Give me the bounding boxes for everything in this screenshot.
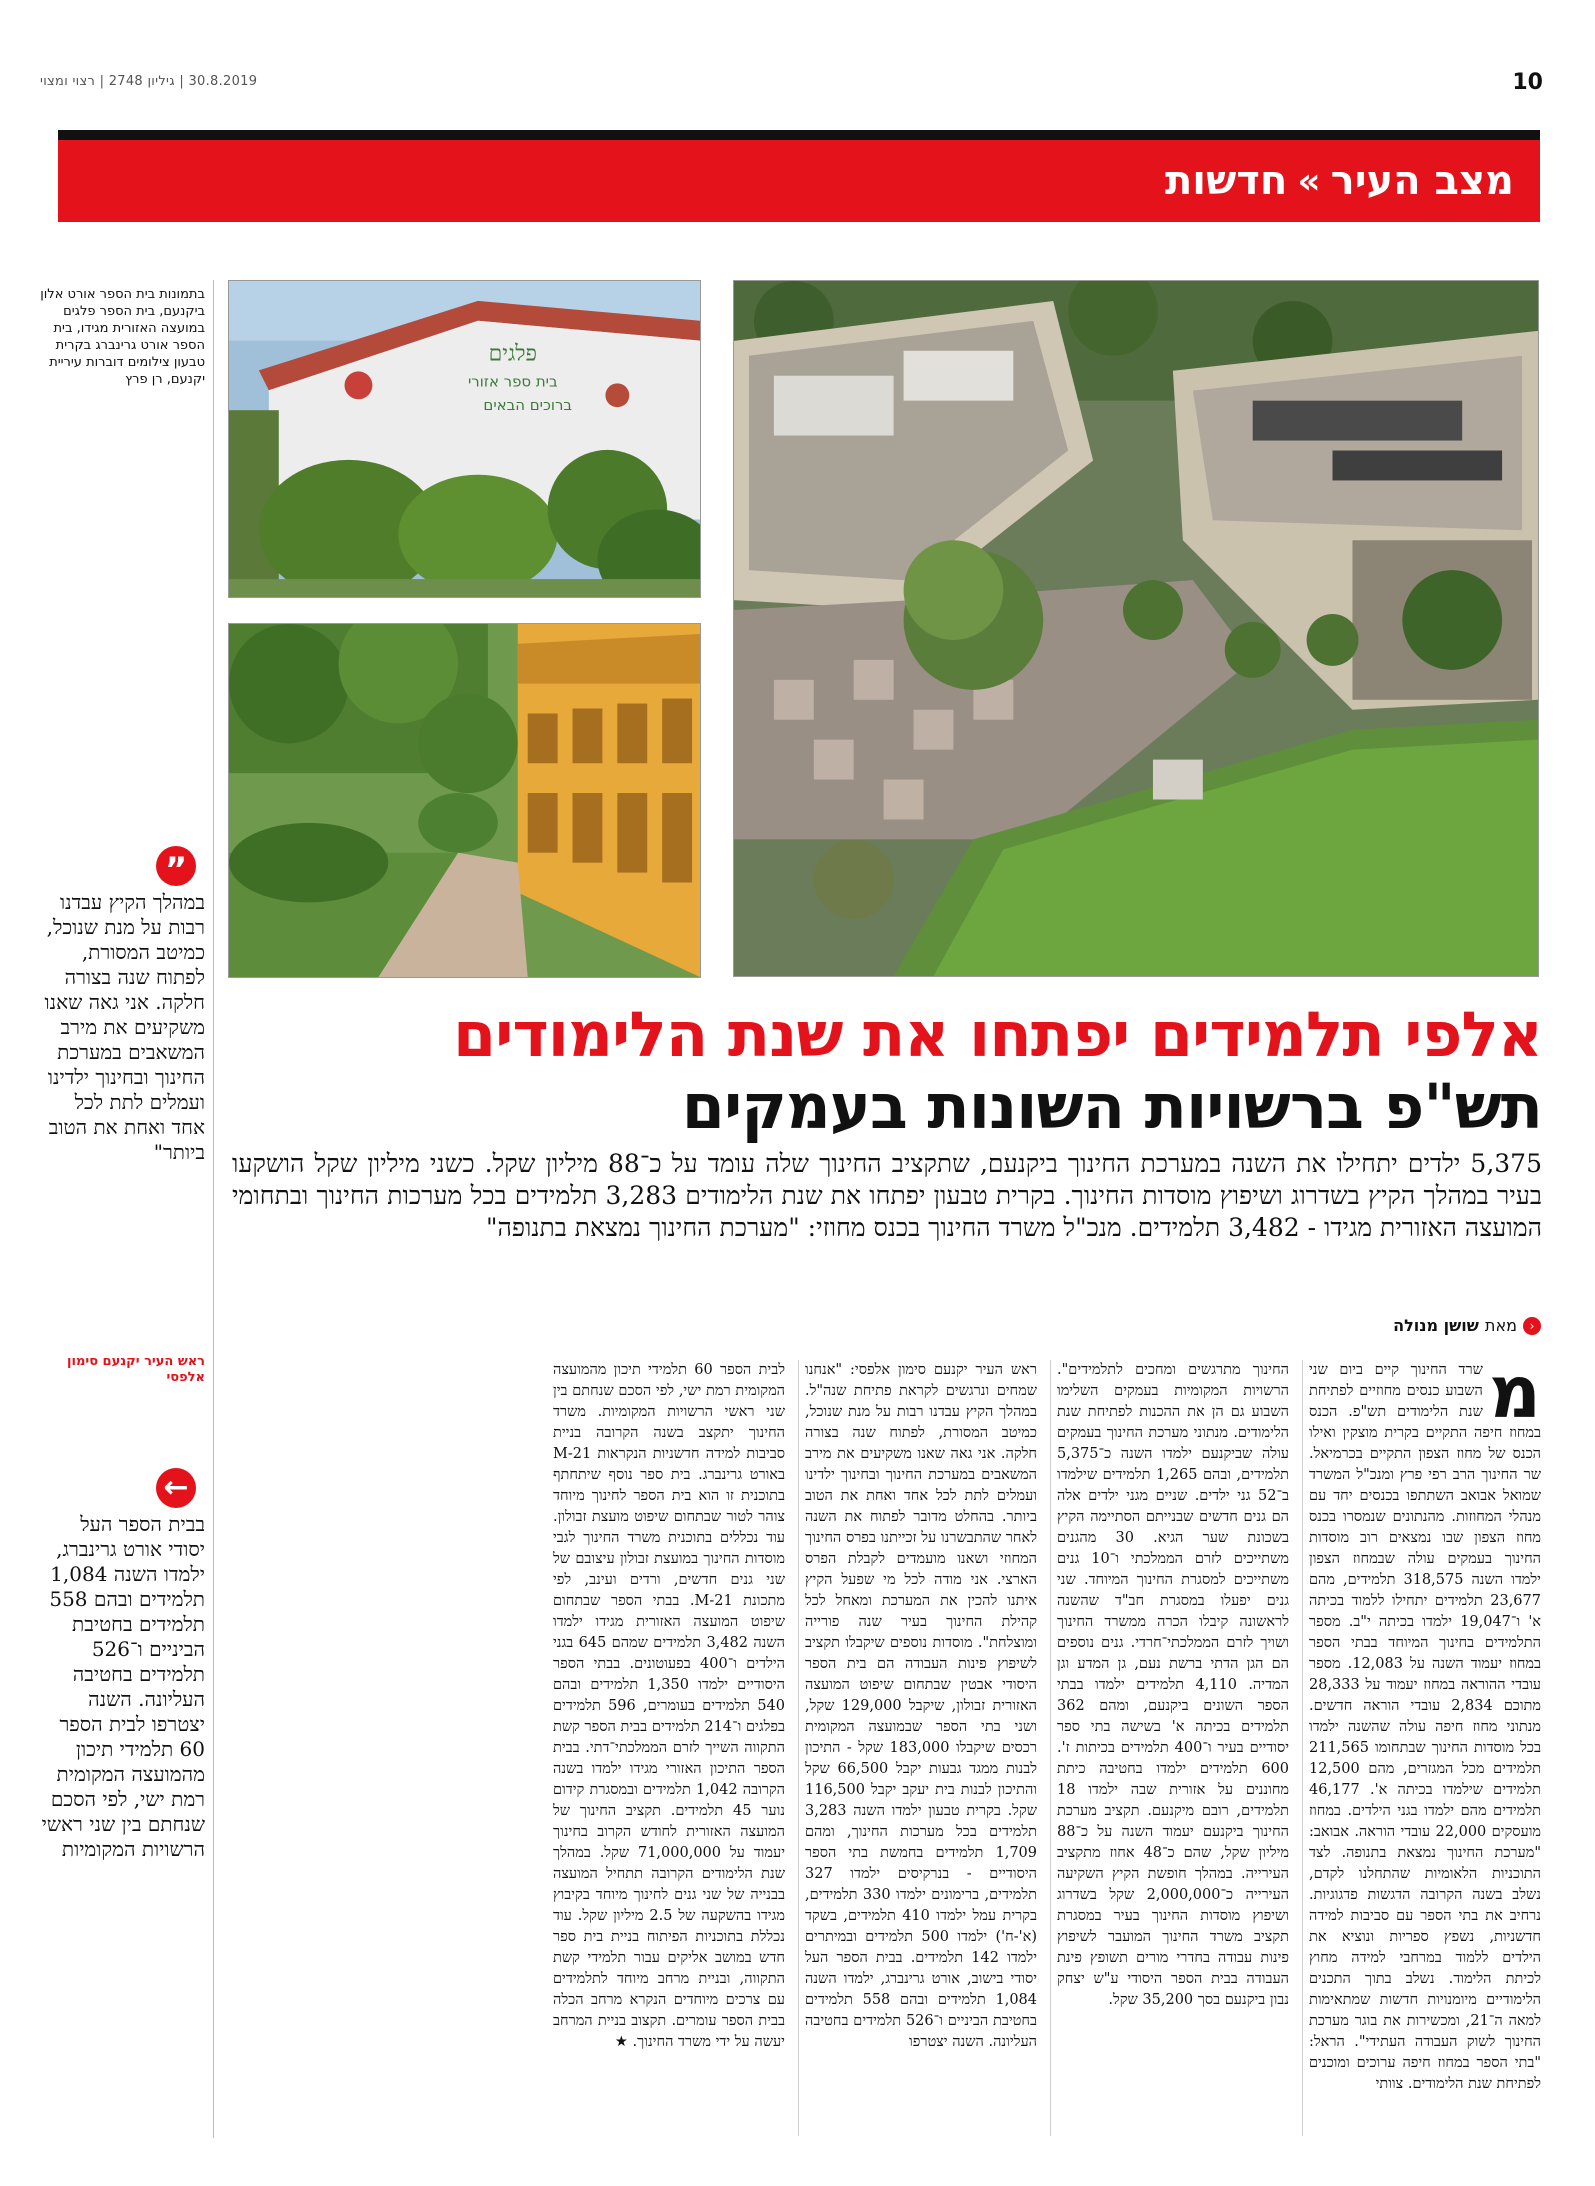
yellow-building-photo [228, 623, 701, 978]
body-column-1 [1309, 1350, 1542, 2095]
headline-black: תש"פ ברשויות השונות בעמקים [681, 1070, 1542, 1143]
body-column-4 [553, 1360, 785, 2053]
byline-arrow-icon: ‹ [1523, 1317, 1541, 1335]
column-divider [798, 1360, 799, 2136]
column-divider [1302, 1360, 1303, 2136]
sign-line1: פלגים [488, 341, 537, 367]
pull-quote-attribution: ראש העיר יקנעם סימון אלפסי [67, 1354, 205, 1385]
body-column-3 [805, 1360, 1037, 2053]
body-column-2-text: החינוך מתרגשים ומחכים לתלמידים". הרשויות המקומיות בעמקים השלימו השבוע גם הן את ההכנות לפתיחת שנת הלימודים. מנתוני מערכת החינוך בעמקים עולה שביקנעם ילמדו השנה כ־5,375 תלמידים, ובהם 1,265 תלמידים שילמדו ב־52 גני ילדים. שניים מגני ילדים אלה הם גנים חדשים שבנייתם הסתיימה הקיץ בשכונת שער הגיא. 30 מהגנים משתייכים לזרם הממלכתי ו־10 גנים משתייכים למסגרת החינוך המיוחד. שני גנים יפעלו במסגרת חב"ד שהשנה לראשונה קיבלו הכרה ממשרד החינוך ושויך לזרם הממלכתי־חרדי. גנים נוספים הם הגן הדתי ברשת נעם, גן המדע וגן המדיה. 4,110 תלמידים ילמדו בבתי הספר השונים ביקנעם, ומהם 362 תלמידים בכיתה א' בשישה בתי ספר יסודיים בעיר ו־400 תלמידים בכיתות ז'. 600 תלמידים ילמדו בחטיבה כיתת מחוננים על אזורית שבה ילמדו 18 תלמידים, רובם מיקנעם. תקציב מערכת החינוך ביקנעם יעמוד השנה על כ־88 מיליון שקל, שהם כ־48 אחוז מתקציב העירייה. במהלך חופשת הקיץ השקיעה העירייה כ־2,000,000 שקל בשדרוג ושיפוץ מוסדות החינוך בעיר במסגרת תקציב משרד החינוך המועבר לשיפוץ פינות עבודה בחדרי מורים תשופץ פינת העבודה בבית הספר היסודי ע"ש יצחק נבון ביקנעם בסך 35,200 שקל. [1057, 1362, 1290, 2008]
arrow-left-icon: ← [156, 1468, 196, 1508]
page-number: 10 [1512, 70, 1543, 95]
sidebar-fact: בבית הספר העל יסודי אורט גרינברג, ילמדו השנה 1,084 תלמידים ובהם 558 תלמידים בחטיבת הביניים ו־526 תלמידים בחטיבה העליונה. השנה יצטרפו לבית הספר 60 תלמידי תיכון מהמועצה המקומית רמת ישי, לפי הסכם שנחתם בין שני ראשי הרשויות המקומיות [41, 1512, 205, 1861]
issue-meta: 30.8.2019 | גיליון 2748 | רצוי ומצוי [40, 74, 258, 89]
section-label-news: חדשות [1164, 158, 1288, 204]
sign-line2: בית ספר אזורי [467, 372, 558, 391]
section-banner [58, 140, 1540, 222]
body-column-2 [1057, 1360, 1289, 2011]
sidebar-divider [213, 280, 214, 2138]
body-column-1-text: שרד החינוך קיים ביום שני השבוע כנסים מחוזיים לפתיחת שנת הלימודים תש"פ. הכנס במחוז חיפה התקיים בקרית מוצקין ואילו הכנס של מחוז הצפון התקיים בכרמיאל. שר החינוך הרב רפי פרץ ומנכ"ל המשרד שמואל אבואב השתתפו בכנסים יחד עם מנהלי המחוזות. מהנתונים שנמסרו בכנס מחוז הצפון שבו נמצאים רוב מוסדות החינוך בעמקים עולה שבמחוז הצפון ילמדו השנה 318,575 תלמידים, מהם 23,677 תלמידים יתחילו ללמוד בכיתה א' ו־19,047 ילמדו בכיתה י"ב. מספר התלמידים בחינוך המיוחד בבתי הספר במחוז יעמוד השנה על 12,083. מספר עובדי ההוראה במחוז יעמוד על 28,333 מתוכם 2,834 עובדי הוראה חדשים. מנתוני מחוז חיפה עולה שהשנה ילמדו בכל מוסדות החינוך שבתחומו 211,565 תלמידים מכל המגזרים, מהם 12,500 תלמידים שילמדו בכיתה א'. 46,177 תלמידים מהם ילמדו בגני הילדים. במחוז מועסקים 22,000 עובדי הוראה. אבואב: "מערכת החינוך נמצאת בתנופה. לצד התוכניות הלאומיות שהתחלנו לקדם, נשלב בשנה הקרובה הדגשות פדגוגיות. נרחיב את בתי הספר עם סביבות למידה חדשניות, נשפץ ספריות ונוציא את הילדים ללמוד במרחבי למידה מחוץ לכיתת הלימוד. נשלב בתוך התכנים הלימודיים מיומנויות חדשות שמתאימות למאה ה־21, ומכשירות את בוגר מערכת החינוך לשוק העבודה העתידי". הראל: "בתי הספר במחוז חיפה ערוכים ומוכנים לפתיחת שנת הלימודים. צוותי [1309, 1362, 1542, 2092]
body-column-3-text: ראש העיר יקנעם סימון אלפסי: "אנחנו שמחים ונרגשים לקראת פתיחת שנה"ל. במהלך הקיץ עבדנו רבות על מנת שנוכל, כמיטב המסורת, לפתוח שנה בצורה חלקה. אני גאה שאנו משקיעים את מירב המשאבים במערכת החינוך ובחינוך ילדינו ועמלים לתת לכל אחד ואחת את הטוב ביותר. בהחלט מדובר לפתוח את השנה לאחר שהתבשרנו על זכייתנו בפרס החינוך המחוזי ושאנו מועמדים לקבלת הפרס הארצי. אני מודה לכל מי שפעל הקיץ איתנו להכין את המערכת ומאחל לכל קהילת החינוך בעיר שנה פורייה ומוצלחת". מוסדות נוספים שיקבלו תקציב לשיפוץ פינות העבודה הם בית הספר היסודי אבטין שבתחום שיפוט המועצה האזורית זבולון, שיקבל 129,000 שקל, ושני בתי הספר שבמועצה המקומית רכסים שיקבלו 183,000 שקל - התיכון לבנות ממגד גבעות יקבל 66,500 שקל והתיכון לבנות בית יעקב יקבל 116,500 שקל. בקרית טבעון ילמדו השנה 3,283 תלמידים בכל מערכות החינוך, ומהם 1,709 תלמידים בחמשת בתי הספר היסודיים - בנרקיסים ילמדו 327 תלמידים, ברימונים ילמדו 330 תלמידים, בקרית עמל ילמדו 410 תלמידים, בשקד (א'-ח') ילמדו 500 תלמידים ובמיתרים ילמדו 142 תלמידים. בבית הספר העל יסודי בישוב, אורט גרינברג, ילמדו השנה 1,084 תלמידים ובהם 558 תלמידים בחטיבת הביניים ו־526 תלמידים בחטיבה העליונה. השנה יצטרפו [805, 1362, 1038, 2050]
byline [1393, 1316, 1541, 1335]
quote-icon: ” [156, 846, 196, 886]
aerial-school-photo [733, 280, 1539, 977]
lede-paragraph: 5,375 ילדים יתחילו את השנה במערכת החינוך ביקנעם, שתקציב החינוך שלה עומד על כ־88 מיליון שקל. כשני מיליון שקל הושקעו בעיר במהלך הקיץ בשדרוג ושיפוץ מוסדות החינוך. בקרית טבעון יפתחו את שנת הלימודים 3,283 תלמידים בכל מערכות החינוך ובתחומי המועצה האזורית מגידו - 3,482 תלמידים. מנכ"ל משרד החינוך בכנס מחוזי: "מערכת החינוך נמצאת בתנופה" [232, 1149, 1542, 1242]
section-label-city: מצב העיר [1330, 158, 1514, 204]
photo-caption: בתמונות בית הספר אורט אלון ביקנעם, בית הספר פלגים במועצה האזורית מגידו, בית הספר אורט גרינברג בקרית טבעון צילומים דוברות עיריית יקנעם, רן פרץ [40, 287, 205, 387]
headline-red: אלפי תלמידים יפתחו את שנת הלימודים [452, 998, 1542, 1071]
body-column-4-text: לבית הספר 60 תלמידי תיכון מהמועצה המקומית רמת ישי, לפי הסכם שנחתם בין שני ראשי הרשויות המקומיות. משרד החינוך יתקצב בשנה הקרובה בניית סביבות למידה חדשניות הנקראות M-21 באורט גרינברג. בית ספר נוסף שיתחתף בתוכנית זו הוא בית הספר לחינוך מיוחד צוהר לטור שבתחום שיפוט מועצת זבולון. עוד נכללים בתוכנית משרד החינוך לגבי מוסדות החינוך במועצת זבולון עיצובם של שני גנים חדשים, ורדים ועינב, לפי מתכונת M-21. בבתי הספר שבתחום שיפוט המועצה האזורית מגידו ילמדו השנה 3,482 תלמידים שמהם 645 בגני הילדים ו־400 בפעוטונים. בבתי הספר היסודיים ילמדו 1,350 תלמידים ובהם 540 תלמידים בעומרים, 596 תלמידים בפלגים ו־214 תלמידים בבית הספר קשת התקווה השייך לזרם הממלכתי־דתי. בבית הספר התיכון האזורי מגידו ילמדו בשנה הקרובה 1,042 תלמידים ובמסגרת קידום נוער 45 תלמידים. תקציב החינוך של המועצה האזורית לחודש הקרוב בחינוך יעמוד על 71,000,000 שקל. במהלך שנת הלימודים הקרובה תתחיל המועצה בבנייה של שני גנים לחינוך מיוחד בקיבוץ מגידו בהשקעה של 2.5 מיליון שקל. עוד נכללת בתוכניות הפיתוח בניית בית ספר חדש במושב אליקים עבור תלמידי קשת התקווה, ובניית מרחב מיוחד לתלמידים עם צרכים מיוחדים הנקרא מרחב הכלה בבית הספר עומרים. תקצוב בניית המרחב יעשה על ידי משרד החינוך. ★ [553, 1362, 786, 2050]
sign-line3: ברוכים הבאים [483, 396, 573, 415]
section-title [1165, 158, 1514, 204]
pull-quote: במהלך הקיץ עבדנו רבות על מנת שנוכל, כמיטב המסורת, לפתוח שנה בצורה חלקה. אני גאה שאנו משקיעים את מירב המשאבים במערכת החינוך ובחינוך ילדינו ועמלים לתת לכל אחד ואחת את הטוב ביותר" [44, 890, 205, 1164]
section-bar-top-rule [58, 130, 1540, 140]
drop-cap: מ [1488, 1350, 1541, 1434]
column-divider [1050, 1360, 1051, 2136]
double-chevron-icon: » [1297, 160, 1321, 202]
byline-name: שושן מנולה [1393, 1316, 1479, 1335]
school-sign-photo [228, 280, 701, 598]
byline-prefix: מאת [1484, 1316, 1517, 1335]
